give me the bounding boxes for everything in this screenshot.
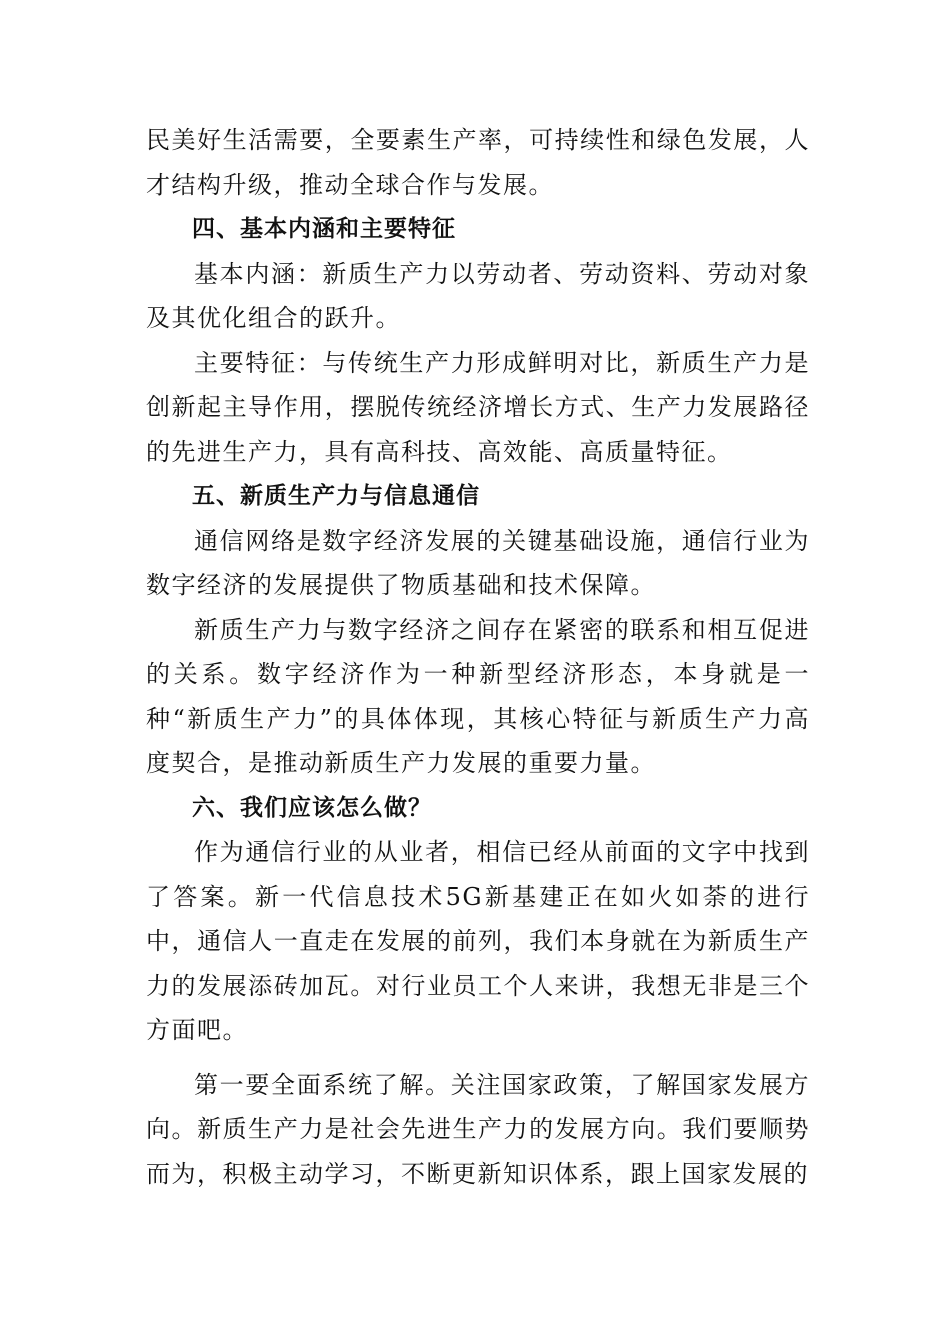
section-heading-5: 五、新质生产力与信息通信 — [192, 483, 480, 509]
paragraph-communication-network: 通信网络是数字经济发展的关键基础设施，通信行业为数字经济的发展提供了物质基础和技术保障。 — [146, 526, 810, 599]
paragraph-practitioner: 作为通信行业的从业者，相信已经从前面的文字中找到了答案。新一代信息技术5G新基建正在如火如荼的进行中，通信人一直走在发展的前列，我们本身就在为新质生产力的发展添砖加瓦。对行业员工个人来讲，我想无非是三个方面吧。 — [146, 838, 810, 1044]
document-page — [146, 118, 810, 1196]
paragraph-digital-economy: 新质生产力与数字经济之间存在紧密的联系和相互促进的关系。数字经济作为一种新型经济形态，本身就是一种“新质生产力”的具体体现，其核心特征与新质生产力高度契合，是推动新质生产力发展的重要力量。 — [146, 615, 810, 777]
section-heading-4: 四、基本内涵和主要特征 — [192, 216, 456, 242]
paragraph-main-features: 主要特征：与传统生产力形成鲜明对比，新质生产力是创新起主导作用，摆脱传统经济增长方式、生产力发展路径的先进生产力，具有高科技、高效能、高质量特征。 — [146, 348, 810, 466]
paragraph-first-point: 第一要全面系统了解。关注国家政策，了解国家发展方向。新质生产力是社会先进生产力的发展方向。我们要顺势而为，积极主动学习，不断更新知识体系，跟上国家发展的 — [146, 1070, 810, 1188]
section-heading-6: 六、我们应该怎么做？ — [192, 794, 432, 821]
paragraph-basic-connotation: 基本内涵：新质生产力以劳动者、劳动资料、劳动对象及其优化组合的跃升。 — [146, 259, 810, 332]
paragraph-continued: 民美好生活需要，全要素生产率，可持续性和绿色发展，人才结构升级，推动全球合作与发展。 — [146, 126, 810, 199]
